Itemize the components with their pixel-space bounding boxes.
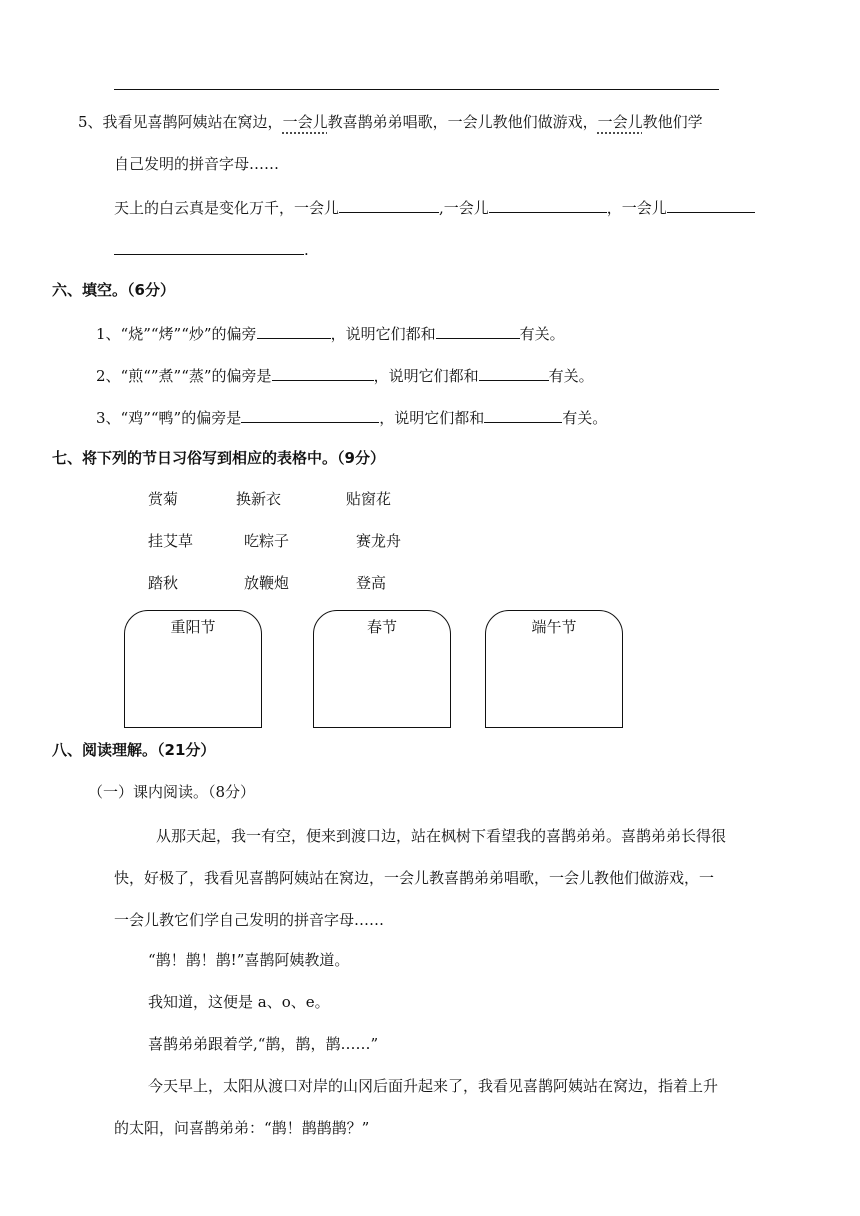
- q5-blank-2[interactable]: [489, 196, 607, 213]
- q5-blank-4[interactable]: [114, 238, 304, 255]
- custom-item: 赛龙舟: [356, 532, 402, 550]
- answer-line-top: [114, 89, 719, 90]
- festival-label: 端午节: [531, 618, 577, 636]
- custom-item: 挂艾草: [148, 532, 194, 550]
- s6-blank-1b[interactable]: [436, 322, 520, 339]
- section7-title: 七、将下列的节日习俗写到相应的表格中。（9分）: [52, 449, 385, 467]
- festival-label: 重阳节: [170, 618, 216, 636]
- q5-line2: 自己发明的拼音字母……: [114, 155, 280, 173]
- passage-line: 一会儿教它们学自己发明的拼音字母……: [114, 911, 385, 929]
- section6-item-3: 3、“鸡”“鸭”的偏旁是 ，说明它们都和 有关。: [96, 406, 607, 428]
- s6-blank-3a[interactable]: [241, 406, 379, 423]
- festival-box-chunjie[interactable]: [313, 610, 451, 728]
- festival-label: 春节: [366, 618, 397, 636]
- festival-box-chongyang[interactable]: [124, 610, 262, 728]
- s6-blank-3b[interactable]: [484, 406, 562, 423]
- passage-line: 今天早上，太阳从渡口对岸的山冈后面升起来了，我看见喜鹊阿姨站在窝边，指着上升: [148, 1077, 719, 1095]
- passage-line: 快，好极了，我看见喜鹊阿姨站在窝边，一会儿教喜鹊弟弟唱歌，一会儿教他们做游戏，一: [114, 869, 715, 887]
- q5-line1: 5、我看见喜鹊阿姨站在窝边，一会儿教喜鹊弟弟唱歌，一会儿教他们做游戏，一会儿教他们学: [78, 113, 703, 131]
- passage-line: 我知道，这便是 a、o、e。: [148, 993, 330, 1011]
- passage-line: 喜鹊弟弟跟着学,“鹊，鹊，鹊……”: [148, 1035, 379, 1053]
- q5-line4: .: [114, 238, 309, 260]
- custom-item: 吃粽子: [244, 532, 290, 550]
- passage-line: 从那天起，我一有空，便来到渡口边，站在枫树下看望我的喜鹊弟弟。喜鹊弟弟长得很: [156, 827, 727, 845]
- emphasis-yihuier-2: 一会儿: [597, 113, 643, 131]
- q5-number: 5、: [78, 113, 103, 131]
- q5-line3: 天上的白云真是变化万千，一会儿 ,一会儿 ，一会儿: [114, 196, 755, 218]
- passage-line: “鹊！鹊！鹊!”喜鹊阿姨教道。: [148, 951, 350, 969]
- custom-item: 放鞭炮: [244, 574, 290, 592]
- custom-item: 换新衣: [236, 490, 282, 508]
- passage-line: 的太阳，问喜鹊弟弟：“鹊！鹊鹊鹊？”: [114, 1119, 370, 1137]
- emphasis-yihuier-1: 一会儿: [282, 113, 328, 131]
- custom-item: 赏菊: [148, 490, 179, 508]
- section8-title: 八、阅读理解。（21分）: [52, 741, 216, 759]
- custom-item: 贴窗花: [346, 490, 392, 508]
- q5-blank-3[interactable]: [667, 196, 755, 213]
- section6-item-1: 1、“烧”“烤”“炒”的偏旁 ，说明它们都和 有关。: [96, 322, 565, 344]
- section8-subtitle: （一）课内阅读。（8分）: [88, 783, 256, 801]
- s6-blank-1a[interactable]: [257, 322, 331, 339]
- section6-title: 六、填空。（6分）: [52, 281, 175, 299]
- q5-blank-1[interactable]: [339, 196, 439, 213]
- custom-item: 踏秋: [148, 574, 179, 592]
- festival-box-duanwu[interactable]: [485, 610, 623, 728]
- s6-blank-2a[interactable]: [272, 364, 374, 381]
- custom-item: 登高: [356, 574, 387, 592]
- section6-item-2: 2、“煎“”煮”“蒸”的偏旁是 ，说明它们都和 有关。: [96, 364, 594, 386]
- s6-blank-2b[interactable]: [479, 364, 549, 381]
